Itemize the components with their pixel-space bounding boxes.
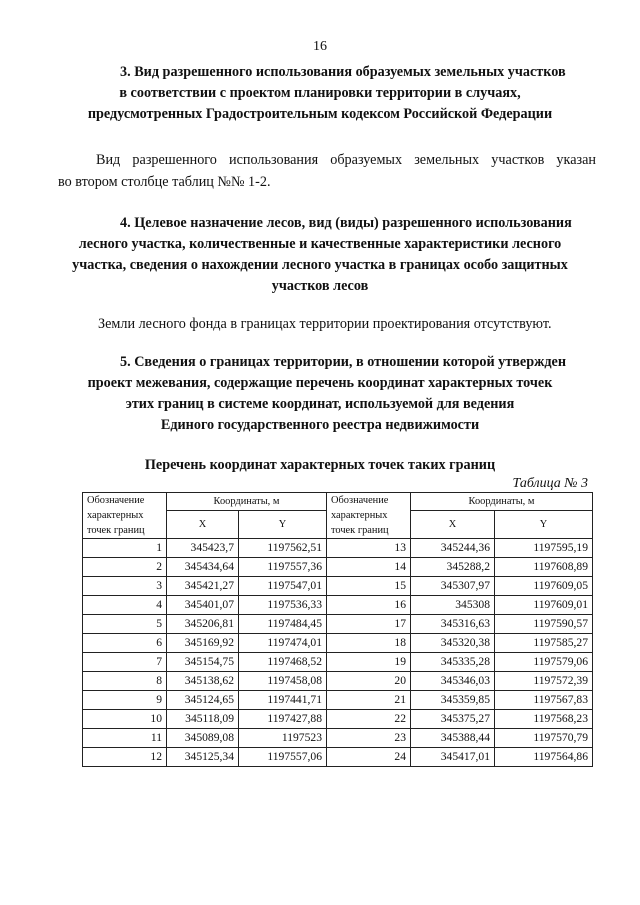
cell-y: 1197595,19 (495, 539, 593, 558)
cell-x: 345421,27 (167, 577, 239, 596)
cell-x: 345434,64 (167, 558, 239, 577)
cell-point: 1 (83, 539, 167, 558)
cell-x: 345138,62 (167, 672, 239, 691)
cell-y: 1197572,39 (495, 672, 593, 691)
cell-x: 345375,27 (411, 710, 495, 729)
cell-point: 11 (83, 729, 167, 748)
cell-point: 16 (327, 596, 411, 615)
cell-y: 1197609,01 (495, 596, 593, 615)
section3-heading-line3: предусмотренных Градостроительным кодексом Российской Федерации (87, 106, 553, 122)
cell-point: 4 (83, 596, 167, 615)
cell-point: 12 (83, 748, 167, 767)
table-row (83, 539, 593, 558)
cell-x: 345417,01 (411, 748, 495, 767)
cell-point: 6 (83, 634, 167, 653)
cell-point: 21 (327, 691, 411, 710)
cell-x: 345388,44 (411, 729, 495, 748)
cell-y: 1197523 (239, 729, 327, 748)
header-y: Y (239, 510, 327, 538)
section5-heading-line3: этих границ в системе координат, используемой для ведения (125, 396, 515, 412)
header-coordinates-2: Координаты, м (411, 493, 593, 511)
cell-x: 345335,28 (411, 653, 495, 672)
cell-y: 1197441,71 (239, 691, 327, 710)
cell-point: 23 (327, 729, 411, 748)
header-x: X (167, 510, 239, 538)
cell-point: 7 (83, 653, 167, 672)
cell-point: 15 (327, 577, 411, 596)
table-row (83, 672, 593, 691)
cell-x: 345308 (411, 596, 495, 615)
cell-point: 14 (327, 558, 411, 577)
cell-point: 13 (327, 539, 411, 558)
cell-x: 345401,07 (167, 596, 239, 615)
cell-y: 1197474,01 (239, 634, 327, 653)
cell-x: 345244,36 (411, 539, 495, 558)
section5-heading-line1: 5. Сведения о границах территории, в отношении которой утвержден (120, 354, 567, 370)
cell-point: 20 (327, 672, 411, 691)
cell-point: 22 (327, 710, 411, 729)
cell-y: 1197547,01 (239, 577, 327, 596)
cell-point: 9 (83, 691, 167, 710)
cell-point: 5 (83, 615, 167, 634)
cell-y: 1197564,86 (495, 748, 593, 767)
cell-point: 19 (327, 653, 411, 672)
cell-x: 345359,85 (411, 691, 495, 710)
cell-y: 1197557,36 (239, 558, 327, 577)
cell-y: 1197608,89 (495, 558, 593, 577)
section4-heading-line1: 4. Целевое назначение лесов, вид (виды) разрешенного использования (120, 215, 572, 231)
table-row (83, 748, 593, 767)
table-row (83, 615, 593, 634)
cell-x: 345316,63 (411, 615, 495, 634)
cell-point: 18 (327, 634, 411, 653)
table-row (83, 558, 593, 577)
header-coordinates: Координаты, м (167, 493, 327, 511)
cell-y: 1197562,51 (239, 539, 327, 558)
cell-y: 1197484,45 (239, 615, 327, 634)
header-x-2: X (411, 510, 495, 538)
cell-point: 17 (327, 615, 411, 634)
cell-y: 1197468,52 (239, 653, 327, 672)
section4-heading-line3: участка, сведения о нахождении лесного участка в границах особо защитных (72, 257, 568, 273)
page-number: 16 (313, 39, 327, 54)
cell-x: 345124,65 (167, 691, 239, 710)
cell-point: 24 (327, 748, 411, 767)
cell-y: 1197568,23 (495, 710, 593, 729)
table-row (83, 691, 593, 710)
cell-x: 345346,03 (411, 672, 495, 691)
cell-y: 1197579,06 (495, 653, 593, 672)
table-row (83, 596, 593, 615)
table-caption: Таблица № 3 (512, 476, 588, 491)
cell-point: 3 (83, 577, 167, 596)
cell-x: 345118,09 (167, 710, 239, 729)
cell-y: 1197458,08 (239, 672, 327, 691)
section4-heading-line4: участков лесов (271, 278, 369, 294)
header-point-designation-2: Обозначение характерных точек границ (327, 493, 411, 539)
header-point-designation: Обозначение характерных точек границ (83, 493, 167, 539)
section3-text-line2: во втором столбце таблиц №№ 1-2. (58, 174, 271, 190)
cell-y: 1197536,33 (239, 596, 327, 615)
cell-y: 1197585,27 (495, 634, 593, 653)
cell-x: 345307,97 (411, 577, 495, 596)
cell-x: 345169,92 (167, 634, 239, 653)
cell-point: 2 (83, 558, 167, 577)
cell-y: 1197427,88 (239, 710, 327, 729)
section3-text-line1: Вид разрешенного использования образуемых земельных участков указан (96, 152, 596, 168)
section5-heading-line2: проект межевания, содержащие перечень координат характерных точек (87, 375, 553, 391)
cell-y: 1197609,05 (495, 577, 593, 596)
section4-text: Земли лесного фонда в границах территории проектирования отсутствуют. (98, 316, 552, 332)
coordinates-table (82, 492, 593, 767)
table-row (83, 634, 593, 653)
cell-x: 345320,38 (411, 634, 495, 653)
cell-y: 1197570,79 (495, 729, 593, 748)
header-y-2: Y (495, 510, 593, 538)
cell-y: 1197557,06 (239, 748, 327, 767)
table-row (83, 729, 593, 748)
table-row (83, 710, 593, 729)
cell-x: 345423,7 (167, 539, 239, 558)
cell-y: 1197590,57 (495, 615, 593, 634)
cell-y: 1197567,83 (495, 691, 593, 710)
section5-heading-line4: Единого государственного реестра недвижимости (160, 417, 480, 433)
section3-heading-line1: 3. Вид разрешенного использования образуемых земельных участков (120, 64, 566, 80)
table-row (83, 653, 593, 672)
table-row (83, 577, 593, 596)
section3-heading-line2: в соответствии с проектом планировки территории в случаях, (119, 85, 521, 101)
cell-x: 345154,75 (167, 653, 239, 672)
cell-point: 10 (83, 710, 167, 729)
cell-x: 345288,2 (411, 558, 495, 577)
section4-heading-line2: лесного участка, количественные и качественные характеристики лесного (78, 236, 562, 252)
cell-point: 8 (83, 672, 167, 691)
cell-x: 345089,08 (167, 729, 239, 748)
cell-x: 345125,34 (167, 748, 239, 767)
table-title: Перечень координат характерных точек таких границ (144, 457, 496, 473)
cell-x: 345206,81 (167, 615, 239, 634)
